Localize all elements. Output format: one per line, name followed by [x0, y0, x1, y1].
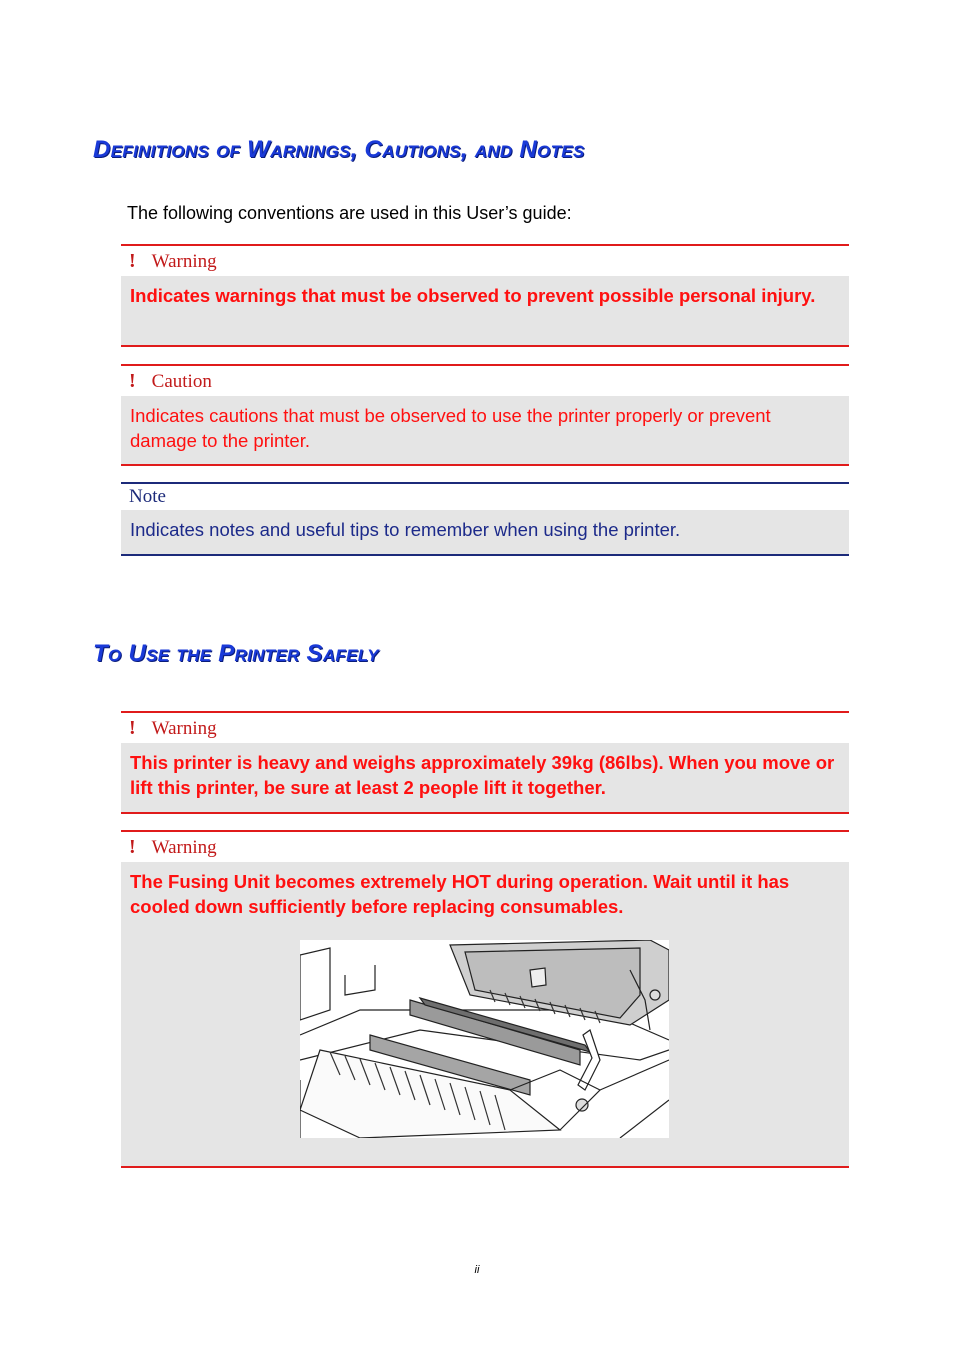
weight-warning-box	[121, 711, 849, 814]
caution-definition-box	[121, 364, 849, 466]
note-definition-box	[121, 482, 849, 556]
note-header	[121, 484, 849, 510]
hot-fuser-warning-body	[121, 862, 849, 1166]
warning-header	[121, 246, 849, 276]
warning-definition-box	[121, 244, 849, 347]
caution-label: Caution	[151, 371, 212, 392]
alert-icon: !	[129, 836, 136, 858]
section-title-safety: To Use the Printer Safely	[93, 640, 379, 667]
note-label: Note	[129, 486, 166, 507]
weight-warning-text: This printer is heavy and weighs approximately 39kg (86lbs). When you move or lift this printer, be sure at least 2 people lift it together.	[121, 743, 849, 812]
warning-label: Warning	[151, 718, 217, 739]
hot-fuser-warning-text: The Fusing Unit becomes extremely HOT during operation. Wait until it has cooled down sufficiently before replacing consumables.	[130, 871, 790, 917]
warning-label: Warning	[151, 837, 217, 858]
warning-label: Warning	[151, 251, 217, 272]
alert-icon: !	[129, 717, 136, 739]
warning-header	[121, 832, 849, 862]
alert-icon: !	[129, 250, 136, 272]
note-text: Indicates notes and useful tips to remember when using the printer.	[121, 510, 849, 554]
warning-text: Indicates warnings that must be observed to prevent possible personal injury.	[121, 276, 849, 345]
section-title-definitions: Definitions of Warnings, Cautions, and Notes	[93, 136, 585, 163]
hot-fuser-warning-box	[121, 830, 849, 1168]
page-number: ii	[474, 1264, 480, 1276]
alert-icon: !	[129, 370, 136, 392]
caution-text: Indicates cautions that must be observed to use the printer properly or prevent damage to the printer.	[121, 396, 849, 464]
caution-header	[121, 366, 849, 396]
fusing-unit-illustration	[300, 940, 669, 1138]
intro-text: The following conventions are used in this User’s guide:	[127, 203, 572, 223]
warning-header	[121, 713, 849, 743]
